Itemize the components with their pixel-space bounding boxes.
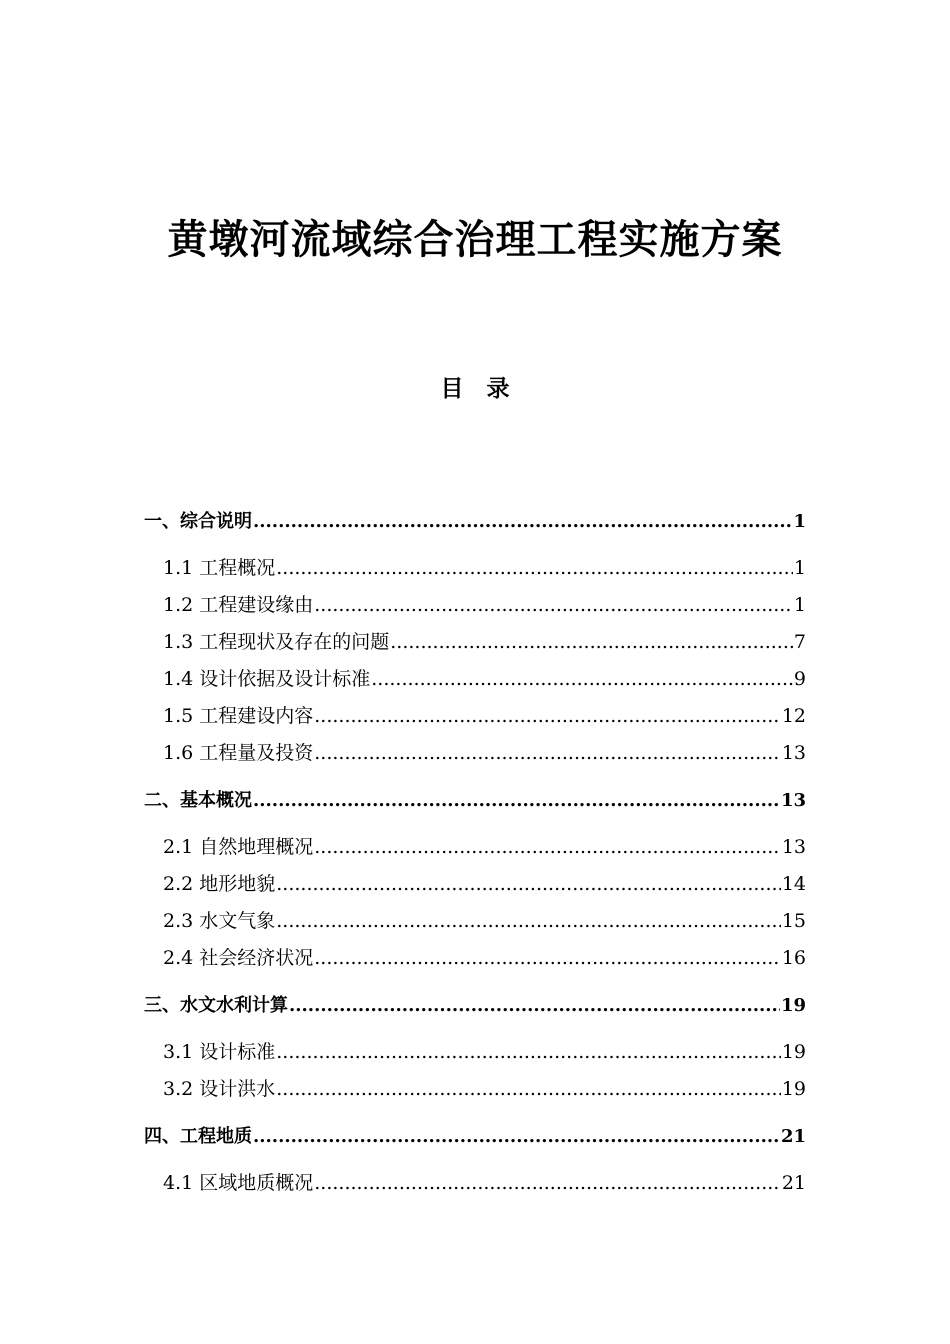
toc-entry-label: 3.2 设计洪水 [163, 1078, 276, 1100]
toc-page-number: 1 [793, 594, 806, 616]
toc-page-number: 14 [781, 873, 806, 895]
toc-entry-label: 二、基本概况 [144, 790, 252, 811]
toc-entry-label: 1.1 工程概况 [163, 557, 276, 579]
toc-dot-leader [289, 987, 780, 1024]
table-of-contents [144, 503, 806, 1202]
toc-page-number: 13 [781, 836, 806, 858]
toc-entry-2-3[interactable] [144, 903, 806, 940]
toc-entry-1-1[interactable] [144, 550, 806, 587]
toc-dot-leader [314, 698, 781, 735]
toc-dot-leader [276, 1071, 781, 1108]
toc-dot-leader [253, 782, 780, 819]
toc-entry-2-2[interactable] [144, 866, 806, 903]
toc-entry-label: 2.1 自然地理概况 [163, 836, 314, 858]
toc-entry-label: 1.2 工程建设缘由 [163, 594, 314, 616]
toc-dot-leader [276, 1034, 781, 1071]
toc-entry-label: 3.1 设计标准 [163, 1041, 276, 1063]
toc-page-number: 1 [793, 557, 806, 579]
toc-entry-label: 三、水文水利计算 [144, 995, 288, 1016]
toc-entry-2-4[interactable] [144, 940, 806, 977]
toc-dot-leader [314, 587, 793, 624]
toc-heading: 目 录 [440, 375, 510, 402]
toc-entry-label: 2.4 社会经济状况 [163, 947, 314, 969]
toc-entry-label: 1.6 工程量及投资 [163, 742, 314, 764]
toc-entry-section-1[interactable] [144, 503, 806, 540]
toc-dot-leader [390, 624, 793, 661]
toc-entry-label: 一、综合说明 [144, 511, 252, 532]
document-title: 黄墩河流域综合治理工程实施方案 [167, 216, 783, 263]
toc-entry-1-5[interactable] [144, 698, 806, 735]
toc-dot-leader [371, 661, 793, 698]
toc-entry-1-4[interactable] [144, 661, 806, 698]
toc-page-number: 13 [781, 742, 806, 764]
toc-page-number: 1 [793, 511, 806, 532]
toc-entry-section-3[interactable] [144, 987, 806, 1024]
toc-entry-section-4[interactable] [144, 1118, 806, 1155]
toc-page-number: 12 [781, 705, 806, 727]
toc-entry-label: 1.3 工程现状及存在的问题 [163, 631, 390, 653]
toc-entry-1-2[interactable] [144, 587, 806, 624]
toc-page-number: 21 [781, 1172, 806, 1194]
toc-dot-leader [276, 903, 781, 940]
toc-page-number: 19 [781, 1078, 806, 1100]
toc-entry-4-1[interactable] [144, 1165, 806, 1202]
toc-page-number: 16 [781, 947, 806, 969]
toc-entry-3-1[interactable] [144, 1034, 806, 1071]
toc-dot-leader [314, 940, 781, 977]
toc-dot-leader [276, 866, 781, 903]
toc-entry-1-6[interactable] [144, 735, 806, 772]
toc-page-number: 15 [781, 910, 806, 932]
toc-entry-label: 2.3 水文气象 [163, 910, 276, 932]
toc-dot-leader [314, 735, 781, 772]
toc-entry-2-1[interactable] [144, 829, 806, 866]
toc-page-number: 7 [793, 631, 806, 653]
toc-entry-3-2[interactable] [144, 1071, 806, 1108]
toc-dot-leader [253, 503, 792, 540]
toc-page-number: 9 [793, 668, 806, 690]
toc-entry-label: 2.2 地形地貌 [163, 873, 276, 895]
toc-dot-leader [253, 1118, 780, 1155]
toc-dot-leader [314, 1165, 781, 1202]
toc-dot-leader [276, 550, 793, 587]
toc-page-number: 13 [780, 790, 806, 811]
toc-dot-leader [314, 829, 781, 866]
toc-page-number: 19 [780, 995, 806, 1016]
toc-entry-label: 4.1 区域地质概况 [163, 1172, 314, 1194]
toc-entry-label: 1.4 设计依据及设计标准 [163, 668, 371, 690]
toc-entry-label: 四、工程地质 [144, 1126, 252, 1147]
toc-page-number: 19 [781, 1041, 806, 1063]
toc-page-number: 21 [780, 1126, 806, 1147]
toc-entry-section-2[interactable] [144, 782, 806, 819]
toc-entry-label: 1.5 工程建设内容 [163, 705, 314, 727]
toc-entry-1-3[interactable] [144, 624, 806, 661]
